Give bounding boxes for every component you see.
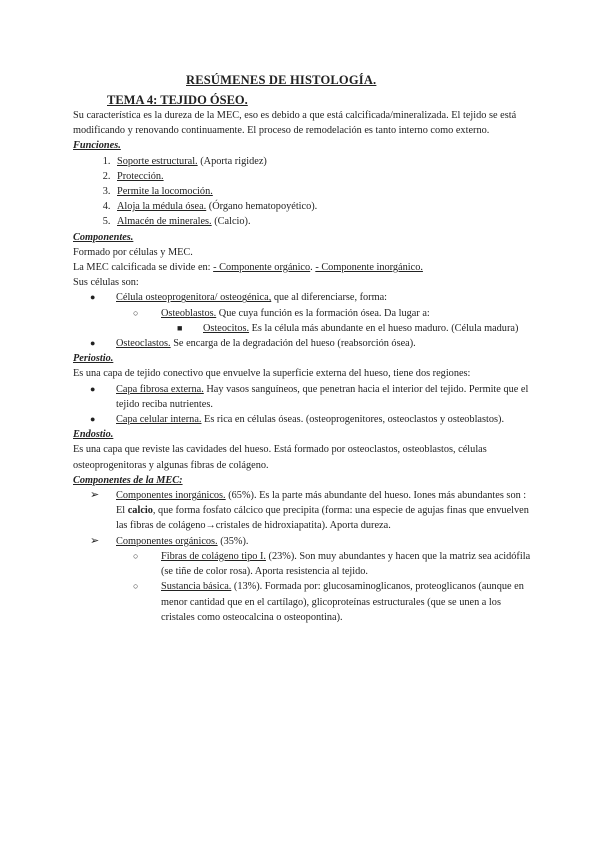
item-text: Es la célula más abundante en el hueso maduro. (Célula madura)	[249, 322, 519, 334]
componentes-line: Sus células son:	[73, 277, 139, 289]
componente-organico-label: - Componente orgánico	[213, 262, 311, 274]
mec-list	[73, 488, 533, 625]
text-run: .	[310, 262, 316, 274]
circle-bullet-icon: ○	[133, 550, 139, 561]
circle-bullet-icon: ○	[133, 307, 139, 318]
list-item	[73, 549, 533, 579]
item-text: que al diferenciarse, forma:	[271, 292, 388, 304]
item-label: Componentes inorgánicos.	[116, 490, 226, 502]
text-run: La MEC calcificada se divide en:	[73, 262, 214, 274]
item-text: (23%). Son muy abundantes y hacen que la matriz sea acidófila (se tiñe de color rosa). Aporta resistencia al tejido.	[161, 550, 531, 578]
list-item	[113, 214, 533, 229]
item-label: Protección.	[117, 170, 164, 182]
square-bullet-icon: ■	[177, 322, 183, 333]
item-label: Aloja la médula ósea.	[117, 201, 207, 213]
endostio-heading: Endostio.	[73, 429, 114, 441]
document-title: RESÚMENES DE HISTOLOGÍA.	[186, 73, 377, 87]
list-item	[73, 412, 533, 427]
arrow-bullet-icon: ➢	[90, 534, 100, 547]
topic-title: TEMA 4: TEJIDO ÓSEO.	[107, 93, 248, 107]
item-text: (Calcio).	[211, 216, 251, 228]
list-item	[113, 154, 533, 169]
list-item	[73, 306, 533, 321]
item-text: Que cuya función es la formación ósea. Da lugar a:	[216, 307, 430, 319]
list-item	[73, 534, 533, 549]
item-text: (65%). Es la parte más abundante del hueso. Iones más abundantes son : El	[116, 490, 527, 517]
periostio-list	[73, 382, 533, 428]
item-label: Osteocitos.	[203, 322, 250, 334]
item-label: Capa fibrosa externa.	[116, 383, 204, 395]
list-item	[113, 169, 533, 184]
mec-heading: Componentes de la MEC:	[73, 474, 183, 486]
item-label: Capa celular interna.	[116, 414, 202, 426]
item-text: Se encarga de la degradación del hueso (reabsorción ósea).	[170, 338, 416, 350]
document-body	[73, 108, 533, 625]
componentes-heading: Componentes.	[73, 231, 134, 243]
item-text: Es rica en células óseas. (osteoprogenitores, osteoclastos y osteoblastos).	[201, 414, 505, 426]
bullet-icon: ●	[90, 383, 96, 394]
intro-paragraph: Su característica es la dureza de la MEC, eso es debido a que está calcificada/mineralizada. El tejido se está modificando y renovando continuamente. El proceso de remodelación es tanto interno como externo.	[73, 110, 517, 137]
item-text: (Aporta rigidez)	[197, 155, 267, 167]
list-item	[73, 579, 533, 625]
item-text: (Órgano hematopoyético).	[206, 201, 318, 213]
item-label: Célula osteoprogenitora/ osteogénica,	[116, 292, 272, 304]
item-label: Componentes orgánicos.	[116, 535, 218, 547]
item-text: (35%).	[217, 535, 249, 547]
endostio-paragraph: Es una capa que reviste las cavidades del hueso. Está formado por osteoclastos, osteoblastos, células osteoprogenitoras y algunas fibras de colágeno.	[73, 444, 487, 471]
item-label: Soporte estructural.	[117, 155, 198, 167]
list-item	[73, 336, 533, 351]
periostio-paragraph: Es una capa de tejido conectivo que envuelve la superficie externa del hueso, tiene dos regiones:	[73, 368, 471, 380]
list-item	[73, 382, 533, 412]
bullet-icon: ●	[90, 414, 96, 425]
item-label: Sustancia básica.	[161, 581, 232, 593]
celulas-list	[73, 290, 533, 351]
item-label: Osteoblastos.	[161, 307, 217, 319]
list-item	[73, 321, 533, 336]
periostio-heading: Periostio.	[73, 353, 114, 365]
funciones-list	[73, 154, 533, 230]
item-text: (13%). Formada por: glucosaminoglicanos, proteoglicanos (aunque en menor cantidad que en el cartílago), glicoproteínas estructurales (que se unen a los cristales como osteocalcina o osteopontina).	[161, 581, 524, 623]
calcio-bold: calcio	[127, 505, 153, 517]
bullet-icon: ●	[90, 338, 96, 349]
componentes-line: Formado por células y MEC.	[73, 246, 193, 258]
item-label: Almacén de minerales.	[117, 216, 212, 228]
circle-bullet-icon: ○	[133, 581, 139, 592]
funciones-heading: Funciones.	[73, 140, 121, 152]
list-item	[113, 199, 533, 214]
list-item	[73, 290, 533, 305]
item-label: Osteoclastos.	[116, 338, 171, 350]
item-text: , que forma fosfato cálcico que precipita (forma: una especie de agujas finas que envuelven las fibras de colágeno→cristales de hidroxiapatita). Aporta dureza.	[116, 505, 529, 532]
list-item	[73, 488, 533, 534]
item-label: Fibras de colágeno tipo I.	[161, 550, 266, 562]
arrow-bullet-icon: ➢	[90, 489, 100, 502]
componente-inorganico-label: - Componente inorgánico.	[315, 262, 423, 274]
bullet-icon: ●	[90, 292, 96, 303]
componentes-line	[73, 260, 533, 275]
item-text: Hay vasos sanguíneos, que penetran hacia el interior del tejido. Permite que el tejido reciba nutrientes.	[116, 383, 529, 410]
item-label: Permite la locomoción.	[117, 186, 213, 198]
list-item	[113, 184, 533, 199]
